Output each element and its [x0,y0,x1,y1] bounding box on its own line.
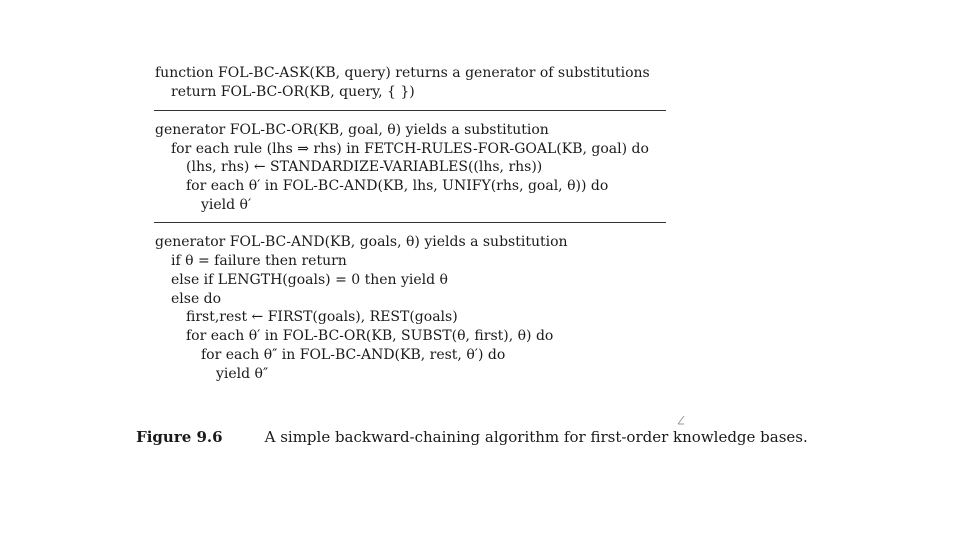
figure-label: Figure 9.6 [136,428,223,446]
ask-line-2: return FOL-BC-OR(KB, query, { }) [171,84,415,100]
figure-caption [117,410,808,464]
and-line-8: yield θ″ [216,366,269,382]
divider-2 [154,222,666,223]
or-line-3: (lhs, rhs) ← STANDARDIZE-VARIABLES((lhs, rhs)) [186,159,543,175]
paragraph-mark-icon [676,414,686,426]
and-line-1: generator FOL-BC-AND(KB, goals, θ) yields a substitution [155,234,568,250]
or-line-5: yield θ′ [201,197,252,213]
and-line-4: else do [171,291,222,307]
or-line-1: generator FOL-BC-OR(KB, goal, θ) yields a substitution [155,122,549,138]
or-line-4: for each θ′ in FOL-BC-AND(KB, lhs, UNIFY(rhs, goal, θ)) do [186,178,609,194]
and-line-7: for each θ″ in FOL-BC-AND(KB, rest, θ′) do [201,347,506,363]
or-line-2: for each rule (lhs ⇒ rhs) in FETCH-RULES-FOR-GOAL(KB, goal) do [171,141,649,157]
and-line-6: for each θ′ in FOL-BC-OR(KB, SUBST(θ, first), θ) do [186,328,554,344]
and-line-2: if θ = failure then return [171,253,347,269]
divider-1 [154,110,666,111]
and-line-3: else if LENGTH(goals) = 0 then yield θ [171,272,448,288]
ask-line-1: function FOL-BC-ASK(KB, query) returns a generator of substitutions [155,65,650,81]
and-line-5: first,rest ← FIRST(goals), REST(goals) [186,309,458,325]
figure-caption-text: A simple backward-chaining algorithm for first-order knowledge bases. [264,428,808,446]
